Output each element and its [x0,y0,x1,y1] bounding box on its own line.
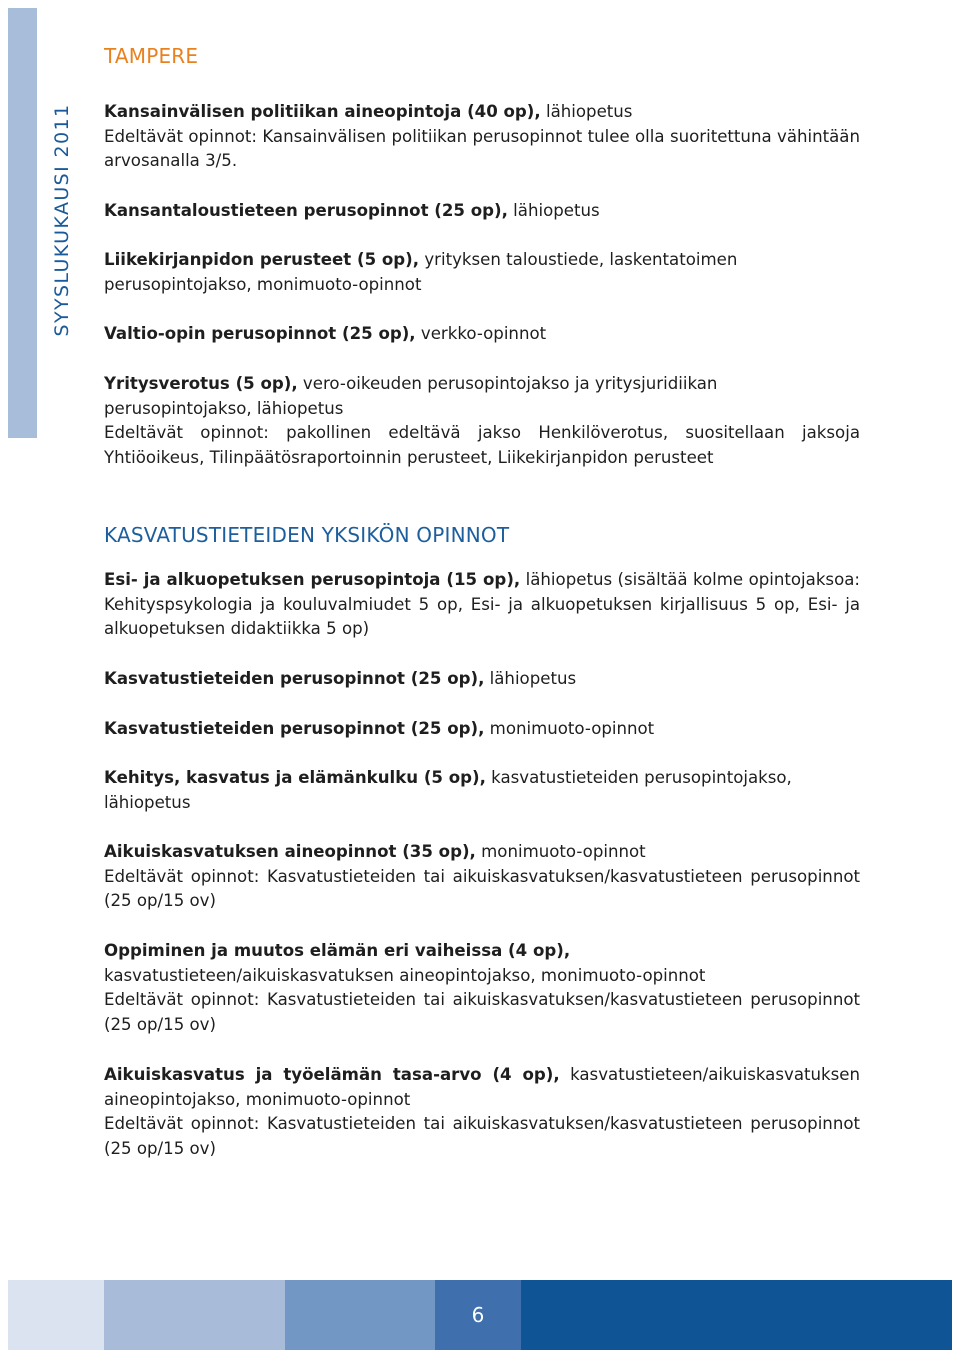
side-label [40,100,84,340]
course-details: lähiopetus [484,669,577,688]
course-prerequisites: Edeltävät opinnot: pakollinen edeltävä jakso Henkilöverotus, suositellaan jaksoja Yhtiöoikeus, Tilinpäätösraportoinnin perusteet, Liikekirjanpidon perusteet [104,423,860,468]
course-details: kasvatustieteiden perusopintojakso, lähiopetus [104,768,792,812]
course-prerequisites: Edeltävät opinnot: Kasvatustieteiden tai aikuiskasvatuksen/kasvatustieteen perusopinnot (25 op/15 ov) [104,1114,860,1159]
section-title-tampere: TAMPERE [104,44,199,68]
footer-segment [104,1280,285,1350]
course-title: Aikuiskasvatuksen aineopinnot (35 op), [104,842,476,861]
course-title: Aikuiskasvatus ja työelämän tasa-arvo (4 op), [104,1065,560,1084]
course-title: Kasvatustieteiden perusopinnot (25 op), [104,669,485,688]
course-entry [104,766,860,815]
footer-segment [521,1280,952,1350]
course-title: Esi- ja alkuopetuksen perusopintoja (15 op), [104,570,521,589]
course-details: lähiopetus [540,102,633,121]
course-title: Kansantaloustieteen perusopinnot (25 op), [104,201,508,220]
course-details: vero-oikeuden perusopintojakso ja yritysjuridiikan perusopintojakso, lähiopetus [104,374,718,418]
course-details-line: kasvatustieteen/aikuiskasvatuksen aineopintojakso, monimuoto-opinnot [104,965,706,985]
course-title: Liikekirjanpidon perusteet (5 op), [104,250,420,269]
course-entry [104,1063,860,1162]
course-entry [104,322,860,347]
course-entry [104,248,860,297]
course-prerequisites: Edeltävät opinnot: Kasvatustieteiden tai aikuiskasvatuksen/kasvatustieteen perusopinnot (25 op/15 ov) [104,990,860,1035]
course-title: Oppiminen ja muutos elämän eri vaiheissa (4 op), [104,941,571,960]
course-entry [104,939,860,1038]
course-title: Kehitys, kasvatus ja elämänkulku (5 op), [104,768,486,787]
course-details: lähiopetus (sisältää kolme opintojaksoa: Kehityspsykologia ja kouluvalmiudet 5 op, Esi- ja alkuopetuksen kirjallisuus 5 op, Esi- ja alkuopetuksen didaktiikka 5 op) [104,570,860,639]
side-label-text: SYYSLUKUKAUSI 2011 [51,103,73,337]
course-details: monimuoto-opinnot [484,719,655,738]
section-title-kasvatus: KASVATUSTIETEIDEN YKSIKÖN OPINNOT [104,523,510,547]
course-entry [104,100,860,174]
course-title: Yritysverotus (5 op), [104,374,298,393]
footer-segment [8,1280,104,1350]
course-details: verkko-opinnot [415,324,547,343]
course-title: Valtio-opin perusopinnot (25 op), [104,324,416,343]
course-entry [104,372,860,471]
course-entry [104,667,860,692]
footer-segment [285,1280,435,1350]
course-details: monimuoto-opinnot [475,842,646,861]
course-details: yrityksen taloustiede, laskentatoimen perusopintojakso, monimuoto-opinnot [104,250,738,294]
course-entry [104,199,860,224]
page-number: 6 [471,1303,485,1327]
course-prerequisites: Edeltävät opinnot: Kansainvälisen politiikan perusopinnot tulee olla suoritettuna vähintään arvosanalla 3/5. [104,126,860,171]
course-title: Kansainvälisen politiikan aineopintoja (40 op), [104,102,541,121]
side-tab [8,8,37,438]
course-entry [104,840,860,914]
course-details: lähiopetus [507,201,600,220]
course-title: Kasvatustieteiden perusopinnot (25 op), [104,719,485,738]
course-entry [104,717,860,742]
course-entry [104,568,860,642]
course-details: kasvatustieteen/aikuiskasvatuksen aineopintojakso, monimuoto-opinnot [104,1065,860,1109]
course-prerequisites: Edeltävät opinnot: Kasvatustieteiden tai aikuiskasvatuksen/kasvatustieteen perusopinnot (25 op/15 ov) [104,866,860,911]
